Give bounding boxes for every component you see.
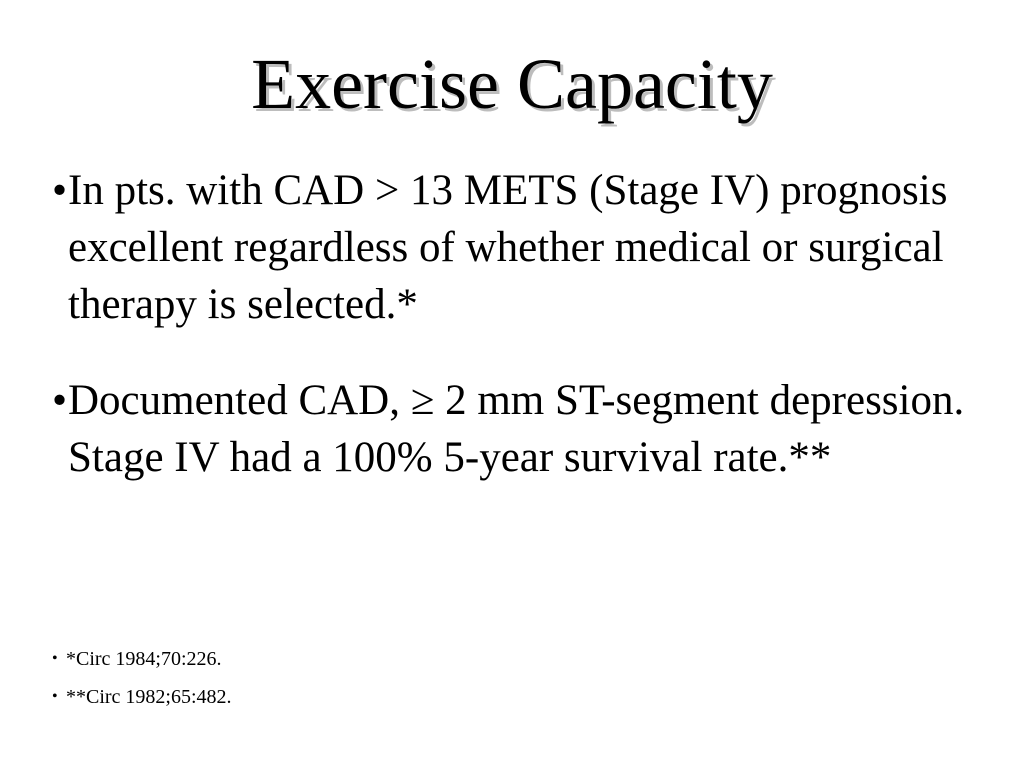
bullet-text: Documented CAD, ≥ 2 mm ST-segment depression. Stage IV had a 100% 5-year survival rate.** [68, 377, 965, 481]
reference-list [52, 640, 232, 716]
bullet-item [54, 162, 984, 333]
bullet-marker: • [52, 377, 68, 424]
reference-text: *Circ 1984;70:226. [66, 648, 222, 670]
slide-title: Exercise Capacity [251, 44, 773, 124]
reference-text: **Circ 1982;65:482. [66, 686, 232, 708]
bullet-list [54, 162, 984, 525]
bullet-item [54, 372, 984, 486]
reference-marker: • [52, 688, 58, 705]
reference-item [52, 640, 232, 678]
reference-marker: • [52, 650, 58, 667]
bullet-text: In pts. with CAD > 13 METS (Stage IV) prognosis excellent regardless of whether medical or surgical therapy is selected.* [68, 167, 948, 328]
bullet-marker: • [52, 167, 68, 214]
reference-item [52, 678, 232, 716]
